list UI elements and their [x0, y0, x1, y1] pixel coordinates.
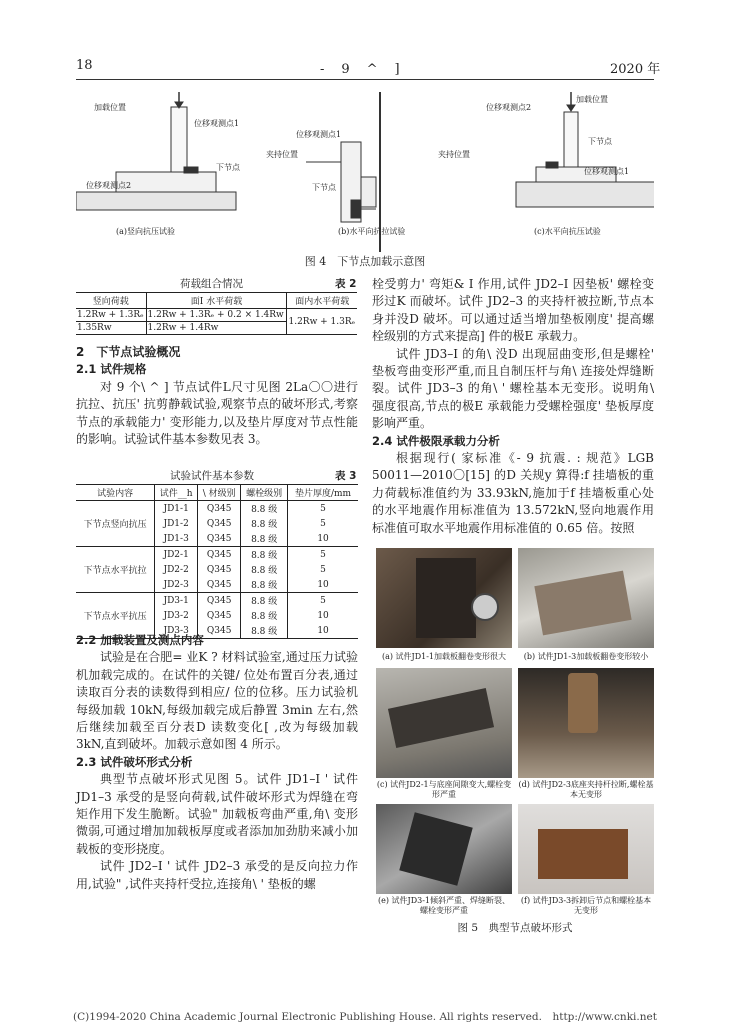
- section-2-3-text-a: 典型节点破坏形式见图 5。试件 JD1–I ' 试件 JD1–3 承受的是竖向荷载,试件破坏形式为焊缝在弯矩作用下发生脆断。试验" 加载板弯曲严重,角\ 变形微弱,可通过增加加载板厚度或者添加加劲肋来减小加载板的变形挠度。: [76, 772, 358, 856]
- fig5-cap-c: (c) 试件JD2-1与底座间隙变大,螺栓变形严重: [376, 780, 512, 799]
- table-2: [76, 292, 357, 335]
- fig4-a-label-3: 位移观测点2: [86, 181, 132, 190]
- photo-f: [518, 804, 654, 894]
- t3-cell: 8.8 级: [241, 516, 288, 531]
- table3-no: 表 3: [335, 470, 357, 482]
- t3-group-name: 下节点竖向抗压: [83, 520, 147, 530]
- journal-name: - 9 ^ ]: [320, 62, 402, 77]
- t3-group-name: 下节点水平抗拉: [83, 566, 147, 576]
- right-para-1: 栓受剪力' 弯矩& I 作用,试件 JD2–I 因垫板' 螺栓变形过K 而破坏。试件 JD2–3 的夹持杆被拉断,节点本身并没D 破坏。可以通过适当增加垫板刚度' 提高螺栓级别的方式来提高] 件的极E 承载力。: [372, 277, 654, 344]
- t3-cell: JD2-3: [155, 577, 198, 593]
- fig5-cap-a: (a) 试件JD1-1加载板翻卷变形很大: [381, 652, 507, 661]
- photo-c: [376, 668, 512, 778]
- photo-e: [376, 804, 512, 894]
- t3-cell: JD3-3: [155, 623, 198, 639]
- fig4-a-label-2: 位移观测点1: [194, 119, 240, 128]
- t3-cell: Q345: [198, 501, 241, 517]
- t3-h1: 试验内容: [97, 489, 134, 499]
- t3-cell: 8.8 级: [241, 577, 288, 593]
- t3-cell: 5: [288, 562, 358, 577]
- t3-cell: JD2-1: [155, 547, 198, 563]
- t2-r2c2: 1.2Rᴡ + 1.4Rᴡ: [146, 322, 287, 335]
- fig4-sub-a: (a)竖向抗压试验: [116, 227, 176, 236]
- left-column-top: [76, 344, 358, 448]
- left-column-bottom: [76, 632, 358, 893]
- loading-diagram: [76, 82, 654, 272]
- t3-cell: 8.8 级: [241, 593, 288, 609]
- fig4-c-label-2: 位移观测点2: [486, 103, 532, 112]
- copyright-footer: (C)1994-2020 China Academic Journal Electronic Publishing House. All rights reserved. http://www.cnki.net: [73, 1011, 657, 1023]
- photo-a: [376, 548, 512, 648]
- t3-cell: 5: [288, 593, 358, 609]
- right-para-2: 试件 JD3–I 的角\ 没D 出现屈曲变形,但是螺栓' 垫板弯曲变形严重,而且自制压杆与角\ 连接处焊缝断裂。试件 JD3–3 的角\ ' 螺栓基本无变形。说明角\ 强度很高,节点的极E 承载能力受螺栓强度' 垫板厚度影响严重。: [372, 346, 654, 431]
- t3-cell: 5: [288, 516, 358, 531]
- fig5-cap-e: (e) 试件JD3-1倾斜严重、焊缝断裂、螺栓变形严重: [377, 896, 511, 915]
- fig4-b-label-2: 夹持位置: [266, 150, 298, 159]
- t3-cell: JD1-3: [155, 531, 198, 547]
- t3-cell: JD3-1: [155, 593, 198, 609]
- t3-cell: JD1-2: [155, 516, 198, 531]
- t3-h2: 试件__h: [155, 485, 198, 501]
- t3-cell: 8.8 级: [241, 562, 288, 577]
- t3-cell: Q345: [198, 531, 241, 547]
- t3-cell: 10: [288, 577, 358, 593]
- t2-r1c2: 1.2Rᴡ + 1.3Rₑ + 0.2 × 1.4Rᴡ: [146, 309, 287, 322]
- year: 2020 年: [610, 62, 661, 77]
- t3-cell: 8.8 级: [241, 531, 288, 547]
- right-para-3: 根据现行( 家标准《- 9 抗震. : 规范》LGB 50011—2010〇[15] 的D 关规y 算得:f 挂墙板的重力荷载标准值约为 33.93kN,施加于f 挂墙板重心处的水平地震作用标准值为 13.572kN,竖向地震作用标准值可取水平地震作用标准值的 0.65 倍。按照: [372, 451, 654, 535]
- t3-cell: Q345: [198, 608, 241, 623]
- fig4-b-label-1: 位移观测点1: [296, 130, 342, 139]
- section-2-heading: 2 下节点试验概况: [76, 345, 181, 359]
- photo-b: [518, 548, 654, 648]
- table3-title: 试验试件基本参数: [170, 470, 254, 482]
- t3-cell: 8.8 级: [241, 623, 288, 639]
- table2-title: 荷载组合情况: [180, 278, 243, 290]
- t3-cell: Q345: [198, 593, 241, 609]
- t3-cell: Q345: [198, 547, 241, 563]
- t3-cell: 5: [288, 547, 358, 563]
- fig5-caption: 图 5 典型节点破坏形式: [457, 922, 573, 934]
- header-rule: [76, 79, 654, 80]
- section-2-3-heading: 2.3 试件破坏形式分析: [76, 754, 193, 769]
- table2-no: 表 2: [335, 278, 357, 290]
- t2-r2c1: 1.35Rᴡ: [77, 323, 112, 333]
- t3-cell: JD2-2: [155, 562, 198, 577]
- t3-cell: Q345: [198, 562, 241, 577]
- fig4-a-label-1: 加载位置: [94, 103, 126, 112]
- table-row: [76, 501, 358, 517]
- fig5-cap-d: (d) 试件JD2-3底座夹持杆拉断,螺栓基本无变形: [518, 780, 654, 799]
- t2-h2: 面I 水平荷载: [146, 293, 287, 309]
- t2-h3: 面内水平荷载: [287, 293, 357, 309]
- section-2-1-text: 对 9 个\ ^ ] 节点试件L尺寸见图 2La〇〇进行抗拉、抗压' 抗剪静载试验,观察节点的破坏形式,考察节点的承载能力' 变形能力,以及垫片厚度对节点性能的影响。试验试件基本参数见表 3。: [76, 379, 358, 447]
- fig5-cap-b: (b) 试件JD1-3加载板翻卷变形较小: [523, 652, 649, 661]
- t2-h1: 竖向荷载: [92, 297, 129, 307]
- table-3: [76, 484, 358, 639]
- t3-cell: 8.8 级: [241, 547, 288, 563]
- t3-cell: JD1-1: [155, 501, 198, 517]
- fig4-c-label-4: 位移观测点1: [584, 167, 630, 176]
- t3-cell: Q345: [198, 516, 241, 531]
- t3-group-name: 下节点水平抗压: [83, 612, 147, 622]
- table-row: [76, 547, 358, 563]
- fig4-a-label-4: 下节点: [216, 163, 240, 172]
- t3-h3: \ 材级别: [198, 485, 241, 501]
- fig4-b-label-4: 夹持位置: [438, 150, 470, 159]
- t3-cell: 8.8 级: [241, 608, 288, 623]
- t3-h5: 垫片厚度/mm: [288, 485, 358, 501]
- fig4-c-label-3: 下节点: [588, 137, 612, 146]
- t3-cell: Q345: [198, 623, 241, 639]
- t3-cell: 10: [288, 623, 358, 639]
- t3-cell: 8.8 级: [241, 501, 288, 517]
- figure-4: [76, 82, 654, 272]
- t2-r1c1: 1.2Rᴡ + 1.3Rₑ: [77, 310, 144, 320]
- section-2-2-text: 试验是在合肥= 业K ? 材料试验室,通过压力试验机加载完成的。在试件的关键/ 位处布置百分表,通过读取百分表的读数得到相应/ 位的位移。压力试验机每级加载 10kN,每级加载完成后静置 3min 左右,然后继续加载至百分表D 读数变化[ ,改为每级加载 3kN,直到破坏。加载示意如图 4 所示。: [76, 650, 358, 752]
- fig4-sub-b: (b)水平向抗拉试验: [338, 227, 406, 236]
- fig4-b-label-3: 下节点: [312, 183, 336, 192]
- t2-r1c3: 1.2Rᴡ + 1.3Rₑ: [287, 309, 357, 335]
- fig4-c-label-1: 加载位置: [576, 95, 608, 104]
- t3-cell: Q345: [198, 577, 241, 593]
- t3-cell: 10: [288, 608, 358, 623]
- photo-d: [518, 668, 654, 778]
- section-2-1-heading: 2.1 试件规格: [76, 362, 147, 377]
- table-row: [76, 593, 358, 609]
- page-number: 18: [76, 58, 93, 73]
- t3-cell: 5: [288, 501, 358, 517]
- fig5-cap-f: (f) 试件JD3-3拆卸后节点和螺栓基本无变形: [520, 896, 652, 915]
- t3-h4: 螺栓级别: [241, 485, 288, 501]
- section-2-3-text-b: 试件 JD2–I ' 试件 JD2–3 承受的是反向拉力作用,试验" ,试件夹持杆受拉,连接角\ ' 垫板的螺: [76, 859, 358, 891]
- fig4-caption: 图 4 下节点加载示意图: [304, 255, 426, 268]
- right-column: [372, 276, 654, 537]
- section-2-4-heading: 2.4 试件极限承载力分析: [372, 433, 500, 448]
- fig4-sub-c: (c)水平向抗压试验: [534, 227, 601, 236]
- t3-cell: JD3-2: [155, 608, 198, 623]
- section-2-2-heading: 2.2 加载装置及测点内容: [76, 633, 204, 647]
- t3-cell: 10: [288, 531, 358, 547]
